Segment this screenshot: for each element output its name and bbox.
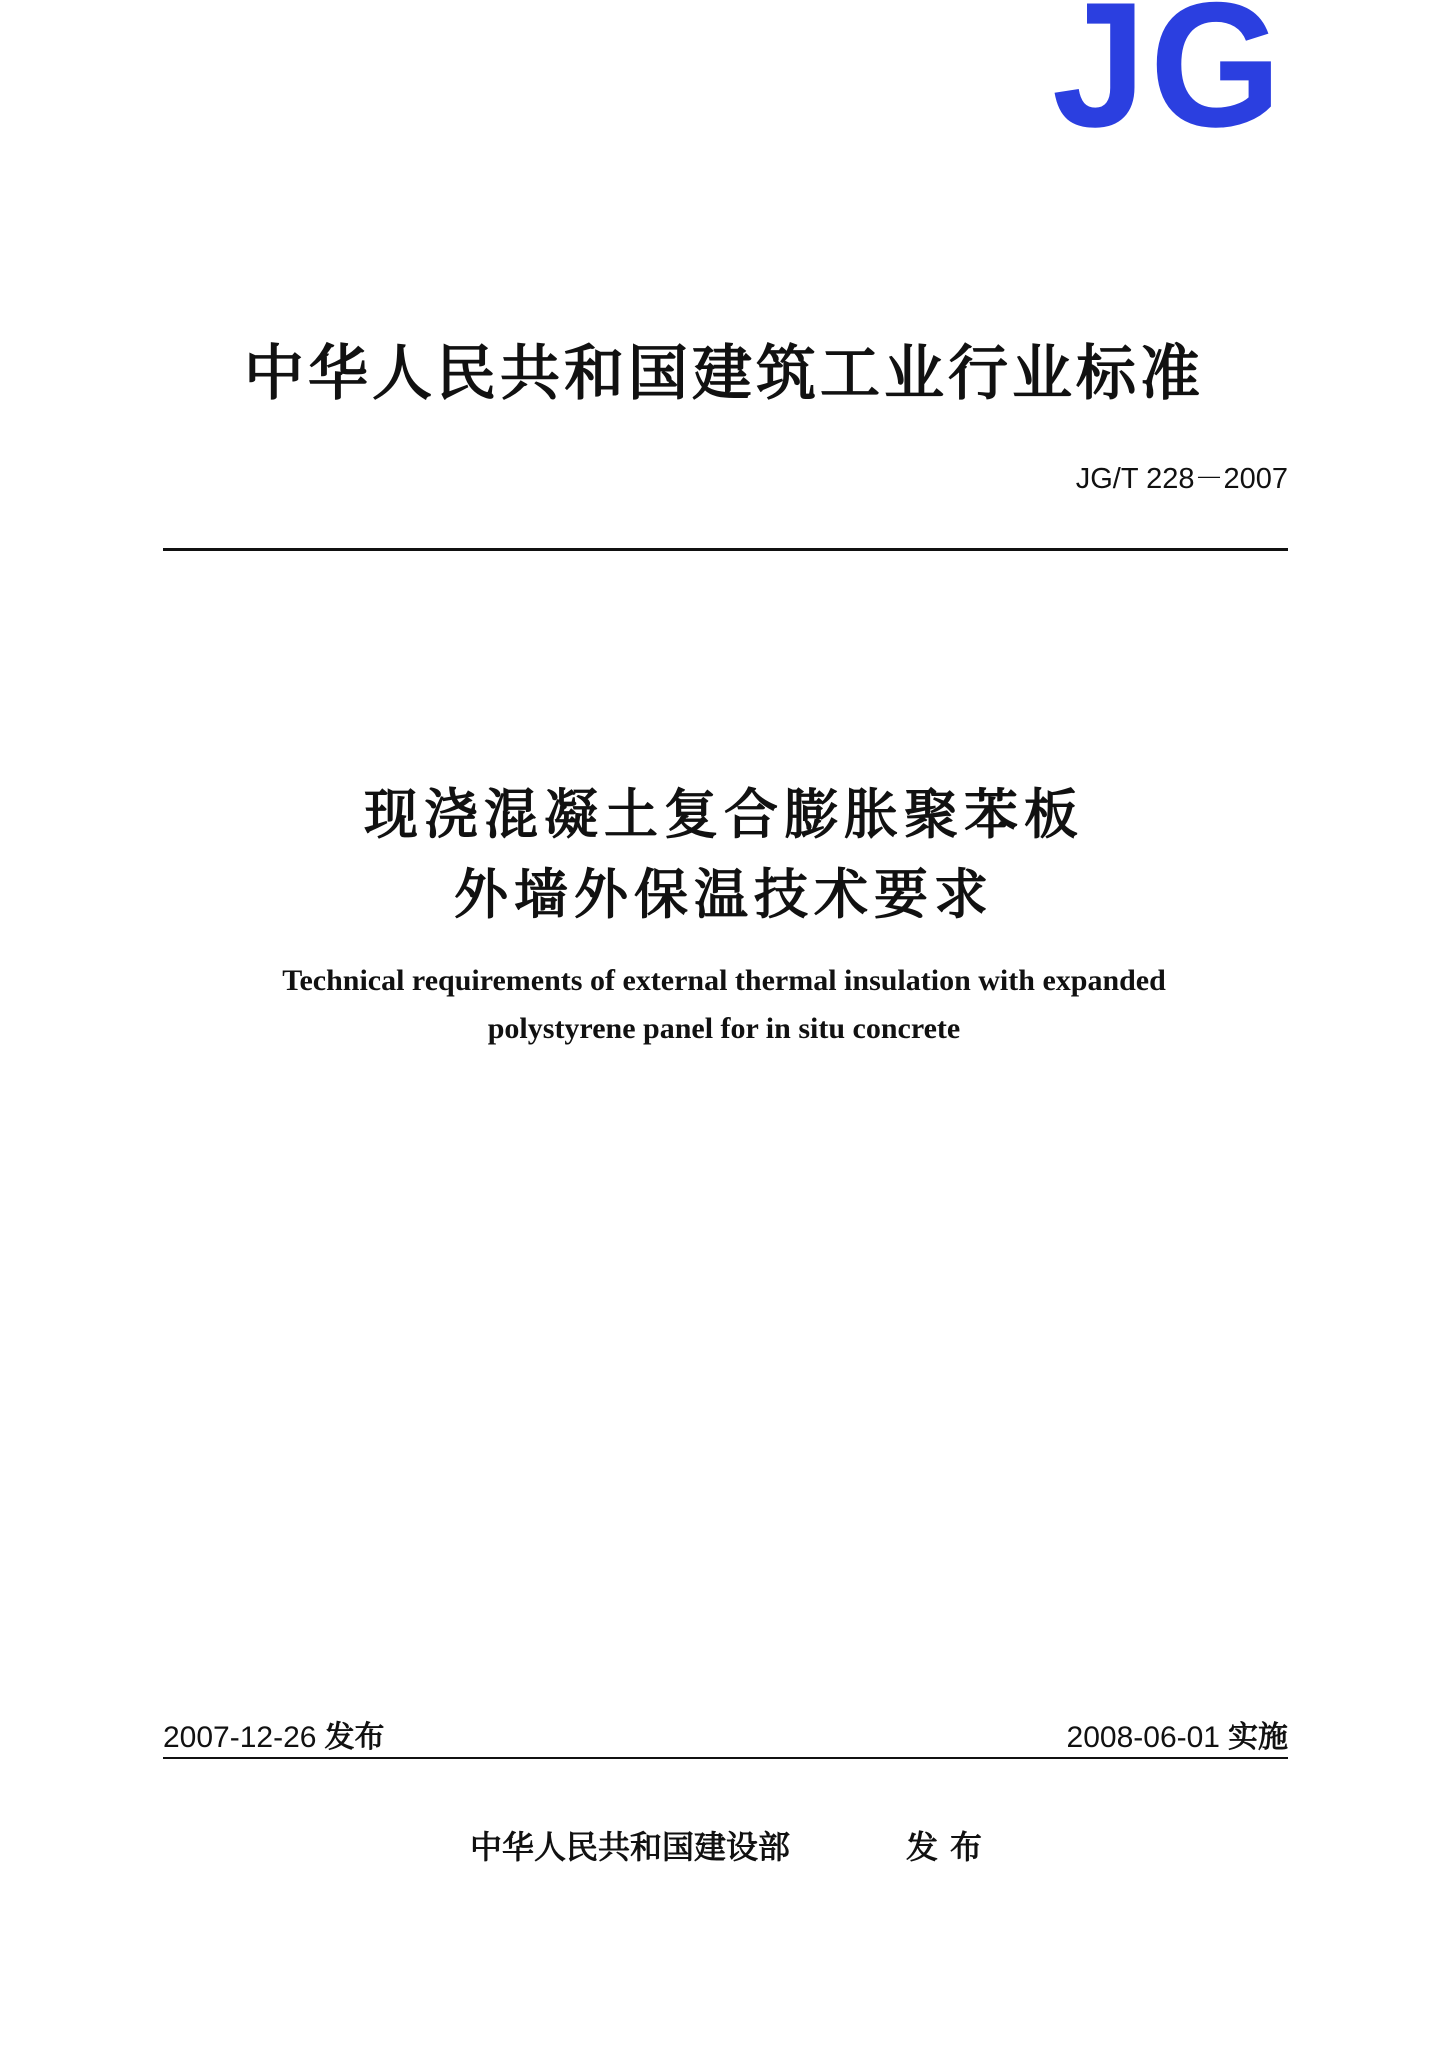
jg-logo: JG (1052, 0, 1286, 164)
title-english-line-2: polystyrene panel for in situ concrete (487, 1012, 961, 1045)
issue-date (163, 1712, 384, 1756)
top-divider (163, 548, 1288, 551)
issue-date-value: 2007-12-26 (163, 1721, 317, 1754)
issue-date-label: 发布 (324, 1720, 385, 1755)
effective-date-label: 实施 (1228, 1720, 1288, 1755)
effective-date-value: 2008-06-01 (1066, 1721, 1220, 1754)
publisher-name: 中华人民共和国建设部 (470, 1828, 791, 1866)
publish-label: 发布 (906, 1828, 995, 1866)
bottom-divider (163, 1757, 1288, 1759)
title-chinese-line-1: 现浇混凝土复合膨胀聚苯板 (364, 783, 1084, 846)
effective-date (1067, 1712, 1288, 1756)
title-chinese-line-2: 外墙外保温技术要求 (454, 863, 994, 926)
standard-number: JG/T 228－2007 (1075, 463, 1288, 495)
title-english-line-1: Technical requirements of external thermal insulation with expanded (282, 964, 1166, 997)
standard-category-heading: 中华人民共和国建筑工业行业标准 (244, 339, 1204, 409)
